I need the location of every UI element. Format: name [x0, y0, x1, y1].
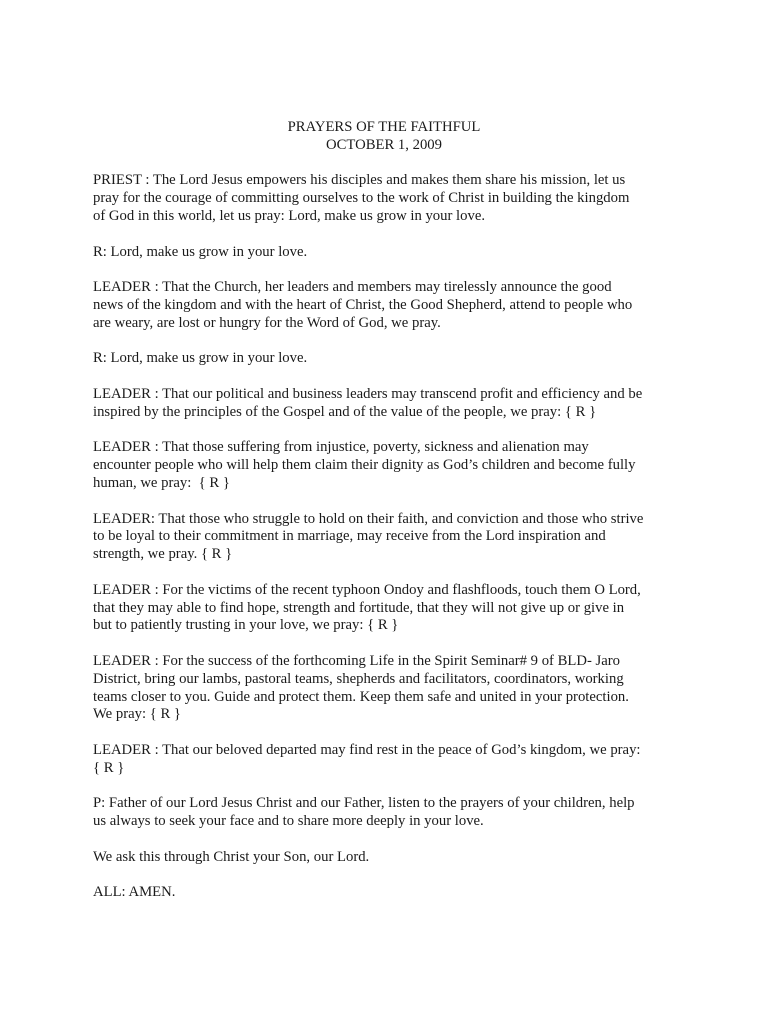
text-line: are weary, are lost or hungry for the Word of God, we pray.	[93, 314, 441, 331]
text-line: LEADER : For the victims of the recent typhoon Ondoy and flashfloods, touch them O Lord,	[93, 581, 641, 598]
text-line: human, we pray: { R }	[93, 474, 230, 491]
text-line: that they may able to find hope, strength and fortitude, that they will not give up or give in	[93, 599, 625, 616]
paragraph-response	[93, 350, 768, 368]
text-line: LEADER : That our beloved departed may find rest in the peace of God’s kingdom, we pray:	[93, 741, 641, 758]
paragraph-leader-political	[93, 386, 768, 422]
paragraph-leader-typhoon	[93, 582, 768, 635]
text-line: teams closer to you. Guide and protect them. Keep them safe and united in your protection.	[93, 688, 629, 705]
document-title: PRAYERS OF THE FAITHFUL	[287, 119, 481, 135]
paragraph-response	[93, 244, 768, 262]
text-line: to be loyal to their commitment in marriage, may receive from the Lord inspiration and	[93, 528, 606, 545]
text-line: encounter people who will help them claim their dignity as God’s children and become fully	[93, 457, 636, 474]
text-line: inspired by the principles of the Gospel and of the value of the people, we pray: { R }	[93, 403, 597, 420]
text-line: LEADER: That those who struggle to hold on their faith, and conviction and those who strive	[93, 510, 644, 527]
text-line: PRIEST : The Lord Jesus empowers his disciples and makes them share his mission, let us	[93, 172, 626, 189]
paragraph-priest-closing	[93, 795, 768, 831]
text-line: We pray: { R }	[93, 706, 181, 723]
text-line: R: Lord, make us grow in your love.	[93, 243, 308, 260]
paragraph-amen	[93, 884, 768, 902]
text-line: pray for the courage of committing ourselves to the work of Christ in building the kingdom	[93, 190, 630, 207]
text-line: but to patiently trusting in your love, we pray: { R }	[93, 617, 399, 634]
paragraph-leader-faith	[93, 511, 768, 564]
paragraph-leader-departed	[93, 742, 768, 778]
paragraph-leader-seminar	[93, 653, 768, 724]
text-line: R: Lord, make us grow in your love.	[93, 350, 308, 367]
paragraph-priest-opening	[93, 172, 768, 225]
document-body	[0, 172, 768, 902]
document-content	[0, 119, 768, 902]
paragraph-conclusion	[93, 849, 768, 867]
text-line: ALL: AMEN.	[93, 884, 176, 901]
text-line: LEADER : That our political and business leaders may transcend profit and efficiency and be	[93, 385, 643, 402]
text-line: LEADER : That the Church, her leaders and members may tirelessly announce the good	[93, 279, 612, 296]
text-line: of God in this world, let us pray: Lord, make us grow in your love.	[93, 207, 486, 224]
paragraph-leader-suffering	[93, 439, 768, 492]
text-line: news of the kingdom and with the heart of Christ, the Good Shepherd, attend to people who	[93, 296, 633, 313]
text-line: strength, we pray. { R }	[93, 546, 233, 563]
title-block	[0, 119, 768, 155]
text-line: LEADER : For the success of the forthcoming Life in the Spirit Seminar# 9 of BLD- Jaro	[93, 652, 621, 669]
text-line: We ask this through Christ your Son, our Lord.	[93, 848, 370, 865]
text-line: { R }	[93, 759, 125, 776]
document-date: OCTOBER 1, 2009	[325, 136, 442, 153]
text-line: us always to seek your face and to share more deeply in your love.	[93, 813, 484, 830]
text-line: District, bring our lambs, pastoral teams, shepherds and facilitators, coordinators, working	[93, 670, 624, 687]
paragraph-leader-church	[93, 279, 768, 332]
text-line: P: Father of our Lord Jesus Christ and our Father, listen to the prayers of your children, help	[93, 795, 635, 812]
text-line: LEADER : That those suffering from injustice, poverty, sickness and alienation may	[93, 439, 589, 456]
